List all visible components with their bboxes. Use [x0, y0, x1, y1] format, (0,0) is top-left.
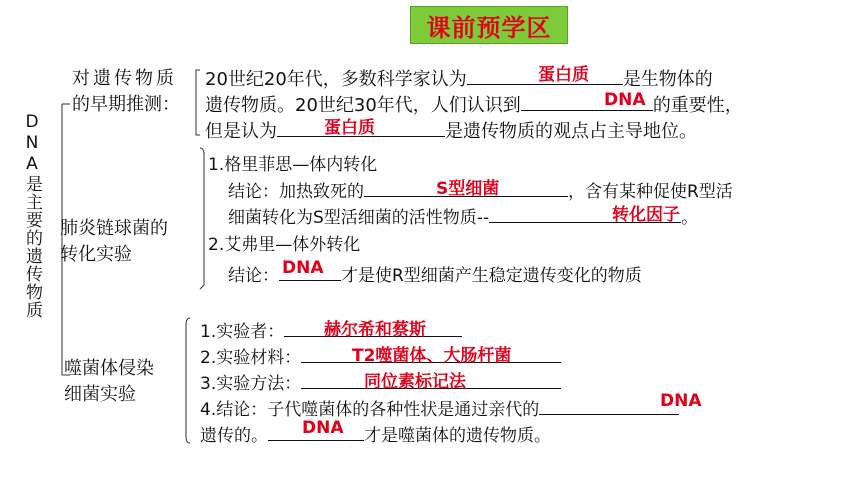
main-topic-text: DNA是主要的遗传物质	[22, 112, 42, 319]
s1-line1-pre: 20世纪20年代，多数科学家认为	[205, 69, 467, 90]
s1-line3-post: 是遗传物质的观点占主导地位。	[445, 121, 697, 142]
s3-item4-pre: 4.结论：子代噬菌体的各种性状是通过亲代的	[200, 400, 540, 420]
s2-item1-title: 1.格里菲思—体内转化	[208, 155, 378, 175]
s2-answer1: S型细菌	[436, 179, 500, 199]
section3-label-line1: 噬菌体侵染	[64, 358, 154, 379]
s3-item3-label: 3.实验方法：	[200, 374, 302, 394]
s1-answer3: 蛋白质	[324, 118, 375, 138]
s2-item2-title: 2.艾弗里—体外转化	[208, 235, 361, 255]
s2-item1-line1-post: ，含有某种促使R型活	[568, 182, 733, 202]
s3-item4-line2	[200, 422, 551, 449]
section2-label-line2: 转化实验	[60, 244, 132, 265]
s3-answer5: DNA	[302, 418, 344, 438]
s2-item2-line-post: 才是使R型细菌产生稳定遗传变化的物质	[341, 266, 642, 286]
section1-line1	[205, 66, 713, 93]
s3-blank4[interactable]	[539, 396, 679, 415]
section2-label-line1: 肺炎链球菌的	[60, 218, 168, 239]
section1-label-line2: 的早期推测：	[72, 94, 180, 115]
s3-answer1: 赫尔希和蔡斯	[324, 320, 426, 340]
page-title: 课前预学区	[410, 6, 568, 44]
section1-line3	[205, 118, 697, 145]
s1-line2-pre: 遗传物质。20世纪30年代，人们认识到	[205, 95, 521, 116]
section1-line2	[205, 92, 743, 119]
s1-line2-post: 的重要性，	[652, 95, 743, 116]
s3-answer2: T2噬菌体、大肠杆菌	[352, 346, 512, 366]
s3-item4-line2-post: 才是噬菌体的遗传物质。	[364, 426, 551, 446]
s3-item1-label: 1.实验者：	[200, 322, 285, 342]
section3-label-line2: 细菌实验	[64, 384, 136, 405]
s2-item1-line1-pre: 结论：加热致死的	[228, 182, 364, 202]
s3-item4-line1	[200, 396, 679, 423]
s1-line3-pre: 但是认为	[205, 121, 277, 142]
s3-item2-label: 2.实验材料：	[200, 348, 302, 368]
s2-item2-line-pre: 结论：	[228, 266, 279, 286]
s1-answer2: DNA	[604, 90, 646, 110]
s2-answer2: 转化因子	[612, 205, 680, 225]
section1-label-line1: 对遗传物质	[72, 68, 177, 89]
s2-item1-line2-post: 。	[681, 208, 699, 228]
s1-answer1: 蛋白质	[538, 65, 589, 85]
s3-answer4: DNA	[660, 391, 702, 411]
main-topic-vertical	[20, 112, 44, 319]
s2-answer3: DNA	[282, 258, 324, 278]
s3-item4-line2-pre: 遗传的。	[200, 426, 268, 446]
s3-answer3: 同位素标记法	[364, 372, 466, 392]
s2-item1-line2-pre: 细菌转化为S型活细菌的活性物质--	[228, 208, 490, 228]
s1-line1-post: 是生物体的	[622, 69, 713, 90]
